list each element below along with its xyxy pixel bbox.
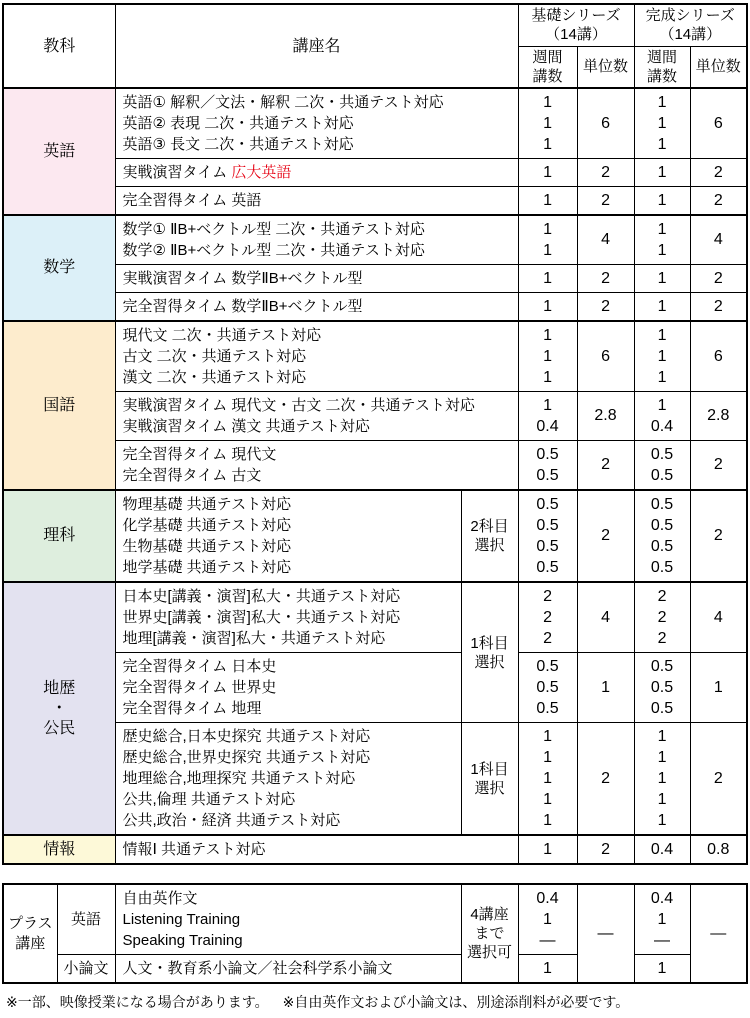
header-basic-weekly [518, 46, 577, 88]
basic-weekly-cell [518, 723, 577, 836]
selection-note-line: 選択 [474, 779, 505, 797]
weekly-value: 0.5 [650, 658, 674, 675]
selection-note-line: 選択可 [466, 944, 512, 961]
header-row-series [3, 4, 747, 46]
final-weekly-cell [634, 88, 690, 159]
final-units-cell: 4 [690, 215, 747, 265]
plus-course-table [2, 883, 748, 984]
weekly-value: 1 [657, 164, 667, 181]
subject-line: ・ [51, 699, 68, 717]
basic-units-cell: 2 [577, 265, 634, 293]
weekly-value: 0.5 [536, 517, 559, 534]
basic-weekly-cell [518, 884, 577, 955]
weekly-value: 1 [543, 136, 552, 153]
weekly-value: 1 [543, 348, 552, 365]
course-line: 物理基礎 共通テスト対応 [122, 496, 292, 513]
table-row-math-practice [3, 265, 747, 293]
header-basic-weekly-l1: 週間 [532, 48, 563, 66]
final-weekly-cell [634, 321, 690, 392]
course-name-prefix: 実戦演習タイム [122, 164, 232, 181]
table-row-science [3, 490, 747, 582]
course-name-cell [115, 582, 461, 653]
weekly-value: 1 [543, 791, 552, 808]
course-line: Speaking Training [122, 932, 243, 949]
weekly-value: 1 [543, 298, 552, 315]
course-line: 完全習得タイム 地理 [122, 700, 262, 717]
basic-units-cell: 2 [577, 159, 634, 187]
final-units-cell: 2 [690, 723, 747, 836]
final-units-cell: 2 [690, 490, 747, 582]
basic-weekly-cell [518, 653, 577, 723]
weekly-value: 2 [657, 609, 667, 626]
weekly-value: 0.5 [536, 446, 559, 463]
table-row-english-mastery [3, 187, 747, 216]
plus-title-line: 講座 [15, 934, 46, 952]
weekly-value: — [539, 932, 556, 949]
weekly-value: 0.5 [536, 538, 559, 555]
course-line: 化学基礎 共通テスト対応 [122, 517, 292, 534]
weekly-value: 1 [657, 136, 667, 153]
final-weekly-cell [634, 441, 690, 491]
basic-units-cell: 4 [577, 582, 634, 653]
final-units-cell: — [690, 884, 747, 983]
table-row-social-history [3, 582, 747, 653]
weekly-value: 1 [543, 397, 552, 414]
footnote-correction-fee-note: ※自由英作文および小論文は、別途添削料が必要です。 [282, 994, 630, 1010]
basic-units-cell: 2 [577, 187, 634, 216]
weekly-value: 1 [657, 221, 667, 238]
footnote-video-note: ※一部、映像授業になる場合があります。 [6, 994, 269, 1010]
subject-cell-english: 英語 [3, 88, 115, 215]
weekly-value: 1 [657, 327, 667, 344]
table-row-social-integrated [3, 723, 747, 836]
basic-units-cell: 1 [577, 653, 634, 723]
course-line: 数学② ⅡB+ベクトル型 二次・共通テスト対応 [122, 242, 425, 259]
weekly-value: 1 [657, 242, 667, 259]
basic-weekly-cell [518, 265, 577, 293]
weekly-value: 0.5 [536, 496, 559, 513]
table-row-english-main [3, 88, 747, 159]
weekly-value: 1 [657, 270, 667, 287]
table-row-japanese-main [3, 321, 747, 392]
basic-weekly-cell [518, 159, 577, 187]
header-final-weekly [634, 46, 690, 88]
course-name-cell [115, 321, 518, 392]
course-line: 世界史[講義・演習]私大・共通テスト対応 [122, 609, 401, 626]
selection-note-cell [461, 884, 518, 983]
header-basic-units: 単位数 [577, 46, 634, 88]
basic-weekly-cell [518, 187, 577, 216]
weekly-value: 1 [657, 812, 667, 829]
weekly-value: 1 [543, 841, 552, 858]
subject-cell-math: 数学 [3, 215, 115, 321]
final-weekly-cell [634, 884, 690, 955]
course-line: 人文・教育系小論文／社会科学系小論文 [122, 960, 393, 977]
weekly-value: 0.5 [650, 467, 674, 484]
course-line: 地理[講義・演習]私大・共通テスト対応 [122, 630, 386, 647]
subject-cell-japanese: 国語 [3, 321, 115, 490]
course-line: 自由英作文 [122, 890, 198, 907]
course-line: 完全習得タイム 世界史 [122, 679, 277, 696]
course-name-cell [115, 293, 518, 322]
weekly-value: 2 [543, 588, 552, 605]
basic-units-cell: 2.8 [577, 392, 634, 441]
header-final-series-sub: （14講） [659, 26, 722, 44]
course-line: 歴史総合,世界史探究 共通テスト対応 [122, 749, 371, 766]
weekly-value: 0.4 [650, 418, 674, 435]
table-row-japanese-mastery [3, 441, 747, 491]
weekly-value: 0.5 [650, 446, 674, 463]
weekly-value: 1 [657, 911, 667, 928]
basic-weekly-cell [518, 441, 577, 491]
course-line: 英語② 表現 二次・共通テスト対応 [122, 115, 354, 132]
course-name-cell [115, 441, 518, 491]
course-name-cell [115, 265, 518, 293]
header-final-weekly-l1: 週間 [647, 48, 678, 66]
final-weekly-cell [634, 723, 690, 836]
weekly-value: 0.5 [650, 559, 674, 576]
weekly-value: 1 [657, 397, 667, 414]
final-weekly-cell [634, 653, 690, 723]
table-row-plus-english [3, 884, 747, 955]
course-name-cell [115, 653, 461, 723]
basic-weekly-cell [518, 955, 577, 984]
course-line: 完全習得タイム 日本史 [122, 658, 277, 675]
selection-note-line: 1科目 [470, 634, 509, 652]
weekly-value: 0.5 [536, 467, 559, 484]
final-weekly-cell [634, 187, 690, 216]
final-weekly-cell [634, 955, 690, 984]
plus-title-line: プラス [7, 914, 53, 932]
basic-units-cell: 2 [577, 293, 634, 322]
basic-weekly-cell [518, 582, 577, 653]
course-line: 生物基礎 共通テスト対応 [122, 538, 292, 555]
basic-units-cell: 2 [577, 490, 634, 582]
course-line: 地学基礎 共通テスト対応 [122, 559, 292, 576]
selection-note-cell [461, 582, 518, 723]
course-line: 公共,政治・経済 共通テスト対応 [122, 812, 341, 829]
header-basic-series-sub: （14講） [545, 26, 607, 44]
course-name-cell [115, 955, 461, 984]
course-name-cell [115, 88, 518, 159]
selection-note-line: 4講座 [470, 906, 509, 923]
final-units-cell: 2 [690, 441, 747, 491]
weekly-value: 1 [543, 115, 552, 132]
weekly-value: 0.5 [650, 517, 674, 534]
course-line: 英語① 解釈／文法・解釈 二次・共通テスト対応 [122, 94, 444, 111]
header-final-series [634, 4, 747, 46]
plus-course-title-cell [3, 884, 57, 983]
weekly-value: 0.4 [650, 841, 674, 858]
course-line: 実戦演習タイム 漢文 共通テスト対応 [122, 418, 370, 435]
header-basic-series [518, 4, 634, 46]
final-weekly-cell [634, 582, 690, 653]
course-line: 実戦演習タイム 数学ⅡB+ベクトル型 [122, 270, 363, 287]
course-line: 漢文 二次・共通テスト対応 [122, 369, 307, 386]
final-units-cell: 2 [690, 159, 747, 187]
final-weekly-cell [634, 159, 690, 187]
final-weekly-cell [634, 215, 690, 265]
weekly-value: 1 [657, 791, 667, 808]
selection-note-line: 2科目 [470, 518, 509, 535]
basic-units-cell: 6 [577, 321, 634, 392]
weekly-value: 0.5 [536, 658, 559, 675]
final-units-cell: 6 [690, 321, 747, 392]
weekly-value: 0.4 [536, 418, 559, 435]
basic-units-cell: 4 [577, 215, 634, 265]
table-row-math-main [3, 215, 747, 265]
weekly-value: 1 [657, 192, 667, 209]
weekly-value: 2 [657, 588, 667, 605]
subject-cell-social [3, 582, 115, 835]
course-name-cell [115, 490, 461, 582]
final-weekly-cell [634, 490, 690, 582]
weekly-value: 1 [657, 770, 667, 787]
selection-note-cell [461, 490, 518, 582]
weekly-value: 1 [657, 348, 667, 365]
course-name-cell [115, 884, 461, 955]
final-units-cell: 2 [690, 293, 747, 322]
weekly-value: 1 [543, 749, 552, 766]
course-name-highlight-red: 広大英語 [231, 164, 292, 181]
weekly-value: 0.5 [650, 679, 674, 696]
basic-units-cell: 2 [577, 835, 634, 864]
weekly-value: 1 [657, 369, 667, 386]
course-line: 歴史総合,日本史探究 共通テスト対応 [122, 728, 371, 745]
course-line: Listening Training [122, 911, 241, 928]
final-weekly-cell [634, 392, 690, 441]
course-name-cell [115, 187, 518, 216]
basic-weekly-cell [518, 293, 577, 322]
basic-units-cell: — [577, 884, 634, 983]
subject-cell-information: 情報 [3, 835, 115, 864]
weekly-value: 1 [543, 960, 552, 977]
final-units-cell: 2.8 [690, 392, 747, 441]
basic-weekly-cell [518, 88, 577, 159]
final-units-cell: 2 [690, 187, 747, 216]
weekly-value: 1 [543, 221, 552, 238]
weekly-value: 1 [543, 164, 552, 181]
final-units-cell: 4 [690, 582, 747, 653]
basic-weekly-cell [518, 490, 577, 582]
final-units-cell: 2 [690, 265, 747, 293]
course-line: 日本史[講義・演習]私大・共通テスト対応 [122, 588, 401, 605]
final-weekly-cell [634, 293, 690, 322]
weekly-value: 1 [543, 770, 552, 787]
weekly-value: 1 [657, 298, 667, 315]
table-row-social-mastery [3, 653, 747, 723]
basic-units-cell: 2 [577, 723, 634, 836]
basic-units-cell: 6 [577, 88, 634, 159]
weekly-value: 1 [657, 749, 667, 766]
weekly-value: — [654, 932, 670, 949]
selection-note-line: まで [474, 925, 505, 942]
plus-subject-essay: 小論文 [57, 955, 115, 984]
course-table [2, 3, 748, 865]
course-line: 完全習得タイム 英語 [122, 192, 262, 209]
final-weekly-cell [634, 265, 690, 293]
table-row-japanese-practice [3, 392, 747, 441]
weekly-value: 1 [543, 192, 552, 209]
weekly-value: 0.5 [650, 538, 674, 555]
header-basic-series-title: 基礎シリーズ [531, 7, 621, 25]
final-units-cell: 6 [690, 88, 747, 159]
course-line: 完全習得タイム 古文 [122, 467, 262, 484]
weekly-value: 1 [657, 728, 667, 745]
final-units-cell: 0.8 [690, 835, 747, 864]
weekly-value: 1 [543, 94, 552, 111]
plus-subject-english: 英語 [57, 884, 115, 955]
subject-cell-science: 理科 [3, 490, 115, 582]
course-line: 情報Ⅰ 共通テスト対応 [122, 841, 266, 858]
selection-note-line: 選択 [474, 653, 505, 671]
course-name-cell [115, 215, 518, 265]
basic-weekly-cell [518, 835, 577, 864]
header-final-units: 単位数 [690, 46, 747, 88]
header-final-weekly-l2: 講数 [647, 67, 678, 85]
weekly-value: 2 [657, 630, 667, 647]
weekly-value: 0.5 [536, 679, 559, 696]
table-gap [2, 865, 748, 883]
course-line: 完全習得タイム 現代文 [122, 446, 277, 463]
weekly-value: 2 [543, 630, 552, 647]
course-name-cell [115, 392, 518, 441]
weekly-value: 1 [657, 115, 667, 132]
weekly-value: 1 [543, 911, 552, 928]
final-weekly-cell [634, 835, 690, 864]
header-course-name: 講座名 [115, 4, 518, 88]
basic-weekly-cell [518, 392, 577, 441]
weekly-value: 1 [543, 812, 552, 829]
weekly-value: 0.5 [536, 559, 559, 576]
table-row-plus-essay [3, 955, 747, 984]
weekly-value: 1 [543, 327, 552, 344]
final-units-cell: 1 [690, 653, 747, 723]
header-final-series-title: 完成シリーズ [645, 7, 735, 25]
course-line: 完全習得タイム 数学ⅡB+ベクトル型 [122, 298, 363, 315]
weekly-value: 1 [543, 270, 552, 287]
subject-line: 公民 [43, 719, 76, 737]
weekly-value: 1 [657, 960, 667, 977]
basic-weekly-cell [518, 215, 577, 265]
course-line: 古文 二次・共通テスト対応 [122, 348, 307, 365]
header-basic-weekly-l2: 講数 [532, 67, 563, 85]
selection-note-line: 選択 [474, 537, 505, 554]
selection-note-cell [461, 723, 518, 836]
selection-note-line: 1科目 [470, 760, 509, 778]
header-subject: 教科 [3, 4, 115, 88]
course-line: 実戦演習タイム 現代文・古文 二次・共通テスト対応 [122, 397, 475, 414]
course-line: 公共,倫理 共通テスト対応 [122, 791, 296, 808]
table-row-english-practice [3, 159, 747, 187]
course-name-cell [115, 159, 518, 187]
course-line: 英語③ 長文 二次・共通テスト対応 [122, 136, 354, 153]
weekly-value: 1 [543, 728, 552, 745]
course-line: 現代文 二次・共通テスト対応 [122, 327, 322, 344]
weekly-value: 1 [657, 94, 667, 111]
weekly-value: 0.5 [650, 700, 674, 717]
basic-weekly-cell [518, 321, 577, 392]
weekly-value: 0.4 [536, 890, 559, 907]
subject-line: 地歴 [43, 679, 76, 697]
course-name-cell [115, 723, 461, 836]
course-line: 地理総合,地理探究 共通テスト対応 [122, 770, 356, 787]
course-line [123, 162, 516, 183]
weekly-value: 0.4 [650, 890, 674, 907]
weekly-value: 1 [543, 242, 552, 259]
course-name-cell [115, 835, 518, 864]
weekly-value: 0.5 [536, 700, 559, 717]
course-line: 数学① ⅡB+ベクトル型 二次・共通テスト対応 [122, 221, 425, 238]
weekly-value: 1 [543, 369, 552, 386]
basic-units-cell: 2 [577, 441, 634, 491]
table-row-math-mastery [3, 293, 747, 322]
table-row-information [3, 835, 747, 864]
weekly-value: 2 [543, 609, 552, 626]
weekly-value: 0.5 [650, 496, 674, 513]
